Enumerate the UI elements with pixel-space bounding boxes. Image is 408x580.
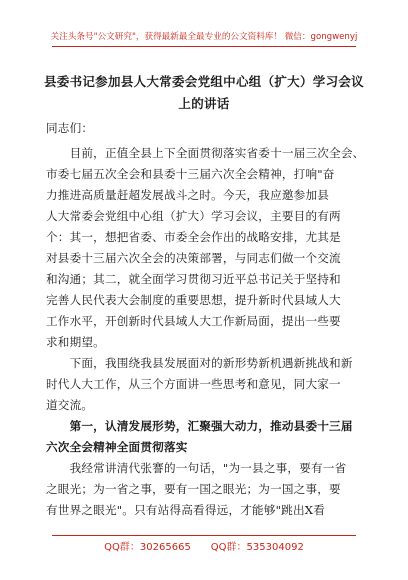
promo-banner-bottom: QQ群：30265665 QQ群：535304092 (104, 542, 304, 553)
banner-divider-bottom (52, 535, 356, 536)
paragraph-line: 之眼光；为一省之事，要有一国之眼光；为一国之事，要 (46, 482, 341, 496)
promo-banner-top: 关注头条号"公文研究"，获得最新最全最专业的公文资料库！ 微信：gongwenyj (50, 32, 358, 42)
paragraph-outline (46, 353, 364, 416)
paragraph-line: 工作水平，开创新时代县域人大工作新局面，提出一些要 (46, 314, 341, 328)
paragraph-line: 市委七届五次全会和县委十三届六次全会精神，打响"奋 (46, 167, 335, 181)
heading-line: 六次全会精神全面贯彻落实 (46, 440, 188, 454)
paragraph-line: 求和期望。 (46, 335, 105, 349)
paragraph-line: 和沟通；其二，就全面学习贯彻习近平总书记关于坚持和 (46, 272, 341, 286)
paragraph-line: 目前，正值全县上下全面贯彻落实省委十一届三次全会、 (46, 146, 364, 160)
paragraph-line: 我经常讲清代张謇的一句话，"为一县之事，要有一省 (46, 461, 347, 475)
paragraph-line: 人大常委会党组中心组（扩大）学习会议，主要目的有两 (46, 209, 341, 223)
paragraph-line: 力推进高质量赶超发展战斗之时。今天，我应邀参加县 (46, 188, 330, 202)
heading-line: 第一，认清发展形势，汇聚强大动力，推动县委十三届 (46, 419, 353, 433)
section-heading-1 (46, 416, 364, 458)
paragraph-line: 下面，我围绕我县发展面对的新形势新机遇新挑战和新 (46, 356, 353, 370)
paragraph-line: 个：其一，想把省委、市委全会作出的战略安排，尤其是 (46, 230, 341, 244)
paragraph-opening (46, 143, 364, 353)
paragraph-line: 道交流。 (46, 398, 94, 412)
document-title-continued: 上的讲话 (178, 96, 230, 111)
paragraph-section-1 (46, 458, 364, 521)
paragraph-line: 时代人大工作，从三个方面讲一些思考和意见，同大家一 (46, 377, 341, 391)
document-title: 县委书记参加县人大常委会党组中心组（扩大）学习会议 (43, 74, 364, 89)
salutation-text: 同志们： (46, 121, 94, 135)
salutation (46, 118, 364, 139)
banner-divider-top (52, 46, 356, 47)
paragraph-line: 完善人民代表大会制度的重要思想，提升新时代县域人大 (46, 293, 341, 307)
paragraph-line: 对县委十三届六次全会的决策部署，与同志们做一个交流 (46, 251, 341, 265)
paragraph-line: 有世界之眼光"。只有站得高看得远，才能够"跳出X看 (46, 503, 325, 517)
